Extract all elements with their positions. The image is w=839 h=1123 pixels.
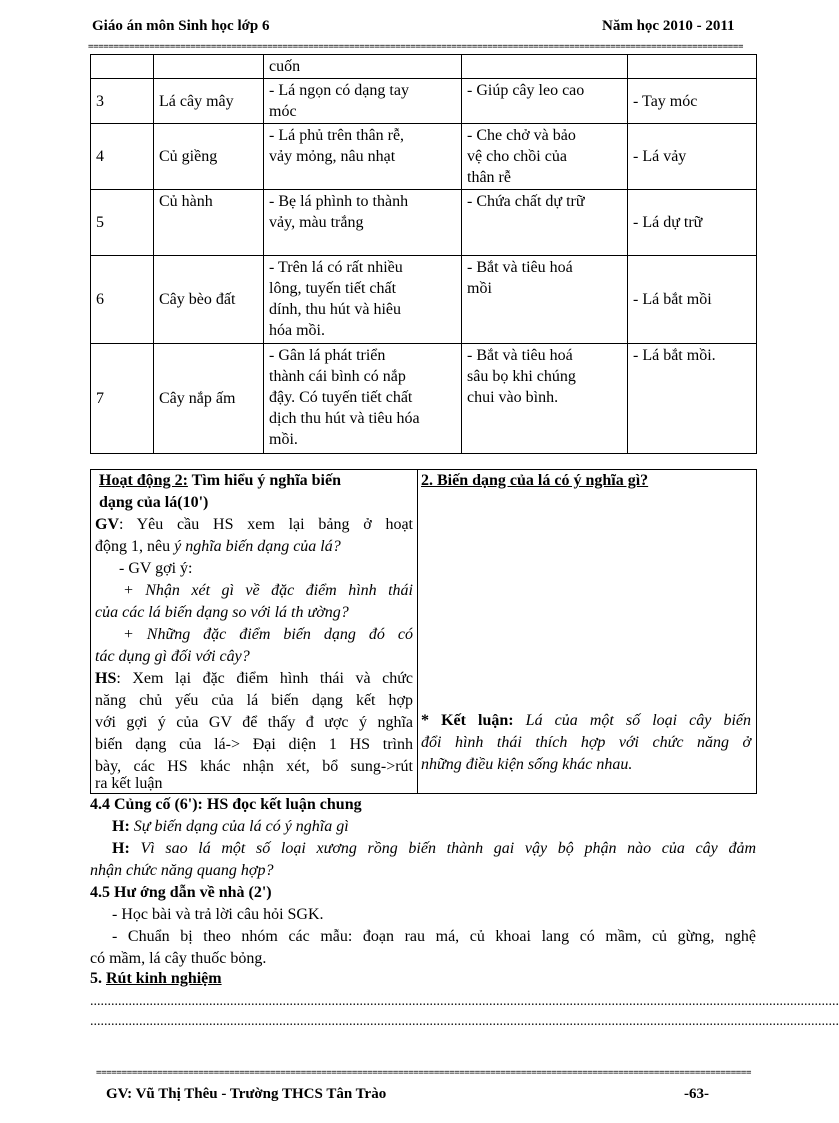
gv-hint-2-line-1: + Những đặc điểm biến dạng đó có bbox=[123, 626, 413, 643]
row-number bbox=[91, 55, 154, 79]
header-divider: ================================================================================================================================ bbox=[88, 42, 744, 52]
leaf-features: - Lá phủ trên thân rễ, vảy mỏng, nâu nhạt bbox=[264, 124, 462, 190]
leaf-function: - Bắt và tiêu hoá mồi bbox=[462, 256, 628, 344]
footer-left: GV: Vũ Thị Thêu - Trường THCS Tân Trào bbox=[106, 1086, 387, 1102]
question-2-line-1: H: Vì sao lá một số loại xương rồng biến thành gai vậy bộ phận nào của cây đảm bbox=[112, 840, 756, 857]
table-row bbox=[91, 190, 757, 256]
plant-name: Củ giềng bbox=[154, 124, 264, 190]
gv-hint-1-line-1: + Nhận xét gì về đặc điểm hình thái bbox=[123, 582, 413, 599]
leaf-features: cuốn bbox=[264, 55, 462, 79]
section-4-5-title: 4.5 Hư ớng dẫn về nhà (2') bbox=[90, 884, 272, 901]
table-row bbox=[91, 79, 757, 124]
plant-name: Củ hành bbox=[154, 190, 264, 256]
plant-name: Cây nắp ấm bbox=[154, 344, 264, 454]
plant-name bbox=[154, 55, 264, 79]
hs-line-4: biến dạng của lá-> Đại diện 1 HS trình bbox=[95, 736, 413, 753]
leaf-function bbox=[462, 55, 628, 79]
gv-hint-title: - GV gợi ý: bbox=[119, 560, 193, 577]
leaf-function: - Bắt và tiêu hoá sâu bọ khi chúng chui vào bình. bbox=[462, 344, 628, 454]
gv-hint-1-line-2: của các lá biến dạng so với lá th ường? bbox=[95, 604, 349, 621]
homework-item-2-line-2: có mầm, lá cây thuốc bỏng. bbox=[90, 950, 267, 967]
row-number: 7 bbox=[91, 344, 154, 454]
row-number: 3 bbox=[91, 79, 154, 124]
gv-line-1: GV: Yêu cầu HS xem lại bảng ở hoạt bbox=[95, 516, 413, 533]
notes-line-2: ...................................................................................................................................................................................................................... bbox=[90, 1014, 839, 1029]
section-4-4-title: 4.4 Củng cố (6'): HS đọc kết luận chung bbox=[90, 796, 362, 813]
footer-divider: ================================================================================================================================ bbox=[96, 1068, 752, 1078]
leaf-type: - Lá bắt mồi. bbox=[628, 344, 757, 454]
row-number: 6 bbox=[91, 256, 154, 344]
leaf-type: - Lá vảy bbox=[628, 124, 757, 190]
table-row bbox=[91, 55, 757, 79]
question-2-line-2: nhận chức năng quang hợp? bbox=[90, 862, 274, 879]
hs-line-1: HS: Xem lại đặc điểm hình thái và chức bbox=[95, 670, 413, 687]
header-right: Năm học 2010 - 2011 bbox=[602, 18, 735, 34]
conclusion-line-3: những điều kiện sống khác nhau. bbox=[421, 756, 633, 773]
header-left: Giáo án môn Sinh học lớp 6 bbox=[92, 18, 270, 34]
leaf-features: - Trên lá có rất nhiều lông, tuyến tiết chất dính, thu hút và hiêu hóa mồi. bbox=[264, 256, 462, 344]
question-1: H: Sự biến dạng của lá có ý nghĩa gì bbox=[112, 818, 349, 835]
leaf-function: - Chứa chất dự trữ bbox=[462, 190, 628, 256]
plant-name: Cây bèo đất bbox=[154, 256, 264, 344]
table-row bbox=[91, 344, 757, 454]
leaf-type: - Lá dự trữ bbox=[628, 190, 757, 256]
homework-item-2-line-1: - Chuẩn bị theo nhóm các mẫu: đoạn rau má, củ khoai lang có mầm, củ gừng, nghệ bbox=[112, 928, 756, 945]
page-number: -63- bbox=[684, 1086, 709, 1102]
leaf-function: - Giúp cây leo cao bbox=[462, 79, 628, 124]
hs-line-3: với gợi ý của GV để thấy đ ược ý nghĩa bbox=[95, 714, 413, 731]
gv-line-2: động 1, nêu ý nghĩa biến dạng của lá? bbox=[95, 538, 341, 555]
leaf-type: - Lá bắt mồi bbox=[628, 256, 757, 344]
leaf-type bbox=[628, 55, 757, 79]
gv-hint-2-line-2: tác dụng gì đối với cây? bbox=[95, 648, 250, 665]
hs-line-2: năng chủ yếu của lá biến dạng kết hợp bbox=[95, 692, 413, 709]
row-number: 5 bbox=[91, 190, 154, 256]
activity-2-content-column bbox=[418, 470, 756, 793]
plant-name: Lá cây mây bbox=[154, 79, 264, 124]
leaf-function: - Che chở và bảo vệ cho chồi của thân rễ bbox=[462, 124, 628, 190]
section-5-title: 5. Rút kinh nghiệm bbox=[90, 970, 222, 987]
table-row bbox=[91, 256, 757, 344]
conclusion-line-1: * Kết luận: Lá của một số loại cây biến bbox=[421, 712, 751, 729]
row-number: 4 bbox=[91, 124, 154, 190]
table-row bbox=[91, 124, 757, 190]
activity-2-teacher-column bbox=[91, 470, 418, 793]
conclusion-line-2: đổi hình thái thích hợp với chức năng ở bbox=[421, 734, 751, 751]
hs-line-5: bày, các HS khác nhận xét, bổ sung->rút bbox=[95, 758, 413, 775]
activity-2-title: Hoạt động 2: Tìm hiểu ý nghĩa biến bbox=[99, 472, 341, 489]
homework-item-1: - Học bài và trả lời câu hỏi SGK. bbox=[112, 906, 324, 923]
section-2-title: 2. Biến dạng của lá có ý nghĩa gì? bbox=[421, 472, 649, 489]
leaf-features: - Lá ngọn có dạng tay móc bbox=[264, 79, 462, 124]
activity-2-box bbox=[90, 469, 757, 794]
notes-line-1: ...................................................................................................................................................................................................................... bbox=[90, 994, 839, 1009]
leaf-table bbox=[90, 54, 757, 454]
hs-line-6: ra kết luận bbox=[95, 775, 163, 792]
leaf-features: - Gân lá phát triển thành cái bình có nắp đậy. Có tuyến tiết chất dịch thu hút và tiêu hóa mồi. bbox=[264, 344, 462, 454]
activity-2-title-line2: dạng của lá(10') bbox=[99, 494, 209, 511]
leaf-type: - Tay móc bbox=[628, 79, 757, 124]
leaf-features: - Bẹ lá phình to thành vảy, màu trắng bbox=[264, 190, 462, 256]
